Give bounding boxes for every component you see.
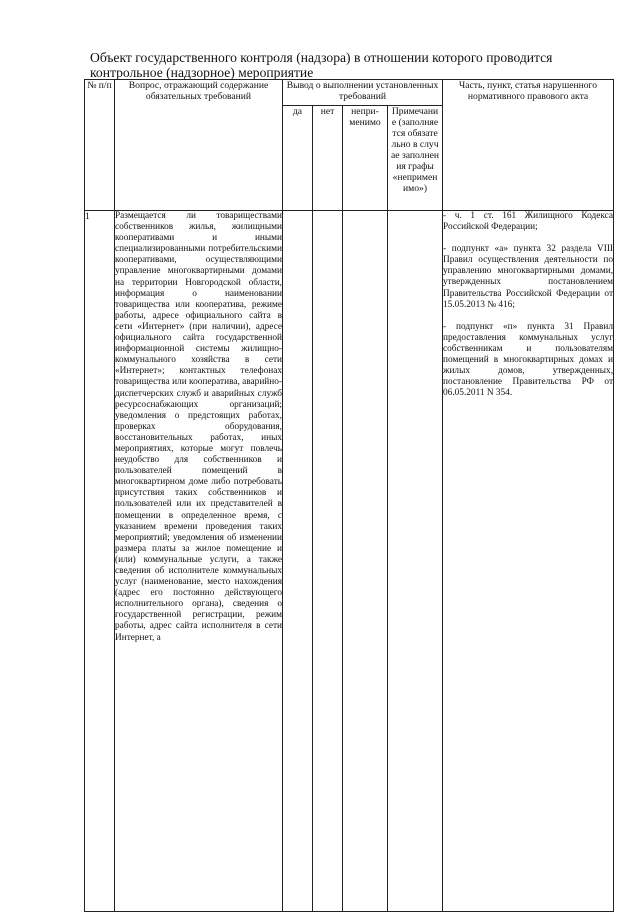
cell-yes: [283, 211, 313, 912]
cell-no: [313, 211, 343, 912]
table-row: [85, 211, 614, 912]
legal-reference: - подпункт «п» пункта 31 Правил предоставления коммунальных услуг собственникам и пользователям помещений в многоквартирных домах и жилых домов, утвержденных, постановление Правительства РФ от 06.05.2011 N 354.: [443, 321, 614, 399]
row-number: 1: [85, 211, 115, 912]
checklist-table: [84, 79, 614, 912]
cell-note: [388, 211, 443, 912]
header-no: нет: [313, 106, 343, 211]
header-question: Вопрос, отражающий содержание обязательных требований: [115, 80, 283, 211]
legal-reference: - подпункт «а» пункта 32 раздела VIII Правил осуществления деятельности по управлению многоквартирными домами, утвержденных постановлением Правительства Российской Федерации от 15.05.2013 № 416;: [443, 244, 614, 310]
header-not-applicable: непри-менимо: [343, 106, 388, 211]
legal-reference: - ч. 1 ст. 161 Жилищного Кодекса Российской Федерации;: [443, 211, 614, 233]
cell-not-applicable: [343, 211, 388, 912]
header-conclusion: Вывод о выполнении установленных требований: [283, 80, 443, 106]
header-legal-act: Часть, пункт, статья нарушенного нормативного правового акта: [443, 80, 614, 211]
header-number: № п/п: [85, 80, 115, 211]
header-note: Примечание (заполняется обязательно в случае заполнения графы «неприменимо»): [388, 106, 443, 211]
row-legal-act: [443, 211, 614, 912]
header-row-1: [85, 80, 614, 106]
row-question: Размещается ли товариществами собственников жилья, жилищными кооперативами и иными специализированными потребительскими кооперативами, осуществляющими управление многоквартирными домами на территории Новгородской области, информация о наименовании товарищества или кооператива, режиме работы, адресе официального сайта в сети «Интернет» (при наличии), адресе официального сайта государственной информационной системы жилищно-коммунального хозяйства в сети «Интернет»; контактных телефонах товарищества или кооператива, аварийно-диспетчерских служб и аварийных служб ресурсоснабжающих организаций; уведомления о предстоящих работах, проверках оборудования, восстановительных работах, иных мероприятиях, которые могут повлечь неудобство для собственников и пользователей помещений в многоквартирном доме либо потребовать присутствия таких собственников и пользователей или их представителей в помещении в определенное время, с указанием времени проведения таких мероприятий; уведомления об изменении размера платы за жилое помещение и (или) коммунальные услуги, а также сведения об исполнителе коммунальных услуг (наименование, место нахождения (адрес его постоянно действующего исполнительного органа), сведения о государственной регистрации, режим работы, адрес сайта исполнителя в сети Интернет, а: [115, 211, 283, 912]
header-yes: да: [283, 106, 313, 211]
document-title: Объект государственного контроля (надзора) в отношении которого проводится контрольное (надзорное) мероприятие: [90, 50, 553, 80]
